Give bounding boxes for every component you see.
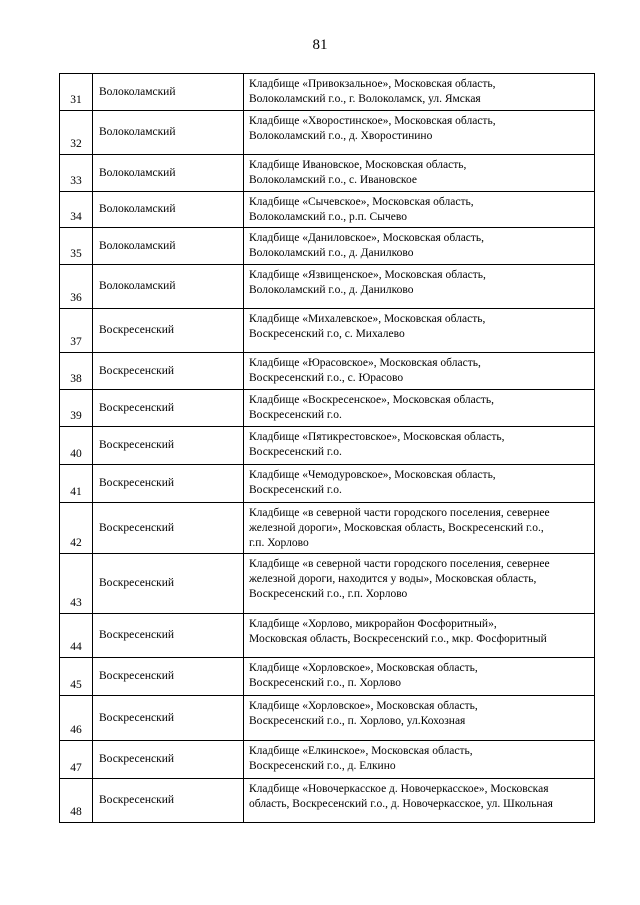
table-row (60, 228, 595, 265)
table-row (60, 155, 595, 192)
address-line: Кладбище «Воскресенское», Московская область, (249, 394, 494, 406)
district-cell: Волоколамский (93, 111, 244, 155)
address-line: Кладбище «Михалевское», Московская область, (249, 313, 486, 325)
address-line: Волоколамский г.о., д. Данилково (249, 284, 414, 296)
district-cell: Воскресенский (93, 658, 244, 696)
row-number: 40 (60, 427, 93, 465)
table-row (60, 265, 595, 309)
address-line: Воскресенский г.о. (249, 484, 342, 496)
address-line: Волоколамский г.о., с. Ивановское (249, 174, 417, 186)
address-line: область, Воскресенский г.о., д. Новочеркасское, ул. Школьная (249, 798, 553, 810)
page-number: 81 (312, 37, 328, 53)
address-cell (244, 228, 595, 265)
district-cell: Волоколамский (93, 74, 244, 111)
row-number: 32 (60, 111, 93, 155)
table-row (60, 353, 595, 390)
address-line: Кладбище «Даниловское», Московская область, (249, 232, 485, 244)
address-line: Кладбище «Чемодуровское», Московская область, (249, 469, 496, 481)
district-cell: Воскресенский (93, 614, 244, 658)
address-cell (244, 465, 595, 503)
row-number: 44 (60, 614, 93, 658)
address-line: г.п. Хорлово (249, 537, 309, 549)
address-line: Воскресенский г.о., г.п. Хорлово (249, 588, 408, 600)
row-number: 37 (60, 309, 93, 353)
address-line: Кладбище «Хорловское», Московская область, (249, 700, 478, 712)
address-cell (244, 741, 595, 779)
address-cell (244, 696, 595, 741)
address-line: Воскресенский г.о. (249, 409, 342, 421)
district-cell: Воскресенский (93, 353, 244, 390)
district-cell: Волоколамский (93, 265, 244, 309)
table-row (60, 74, 595, 111)
table-row (60, 309, 595, 353)
row-number: 39 (60, 390, 93, 427)
row-number: 41 (60, 465, 93, 503)
address-cell (244, 74, 595, 111)
district-cell: Волоколамский (93, 155, 244, 192)
row-number: 48 (60, 779, 93, 823)
district-cell: Волоколамский (93, 228, 244, 265)
table-row (60, 427, 595, 465)
table-row (60, 465, 595, 503)
district-cell: Воскресенский (93, 554, 244, 614)
address-line: Кладбище «Пятикрестовское», Московская область, (249, 431, 505, 443)
address-cell (244, 554, 595, 614)
address-line: железной дороги, находится у воды», Московская область, (249, 573, 537, 585)
district-cell: Воскресенский (93, 465, 244, 503)
address-line: Воскресенский г.о., п. Хорлово, ул.Кохозная (249, 715, 466, 727)
row-number: 43 (60, 554, 93, 614)
row-number: 46 (60, 696, 93, 741)
row-number: 31 (60, 74, 93, 111)
address-cell (244, 503, 595, 554)
address-line: Воскресенский г.о., д. Елкино (249, 760, 396, 772)
address-line: Кладбище «Язвищенское», Московская область, (249, 269, 486, 281)
table-body (60, 74, 595, 823)
table-row (60, 390, 595, 427)
address-line: Кладбище «Юрасовское», Московская область, (249, 357, 481, 369)
address-line: Кладбище Ивановское, Московская область, (249, 159, 467, 171)
address-line: Воскресенский г.о., с. Юрасово (249, 372, 404, 384)
address-line: Волоколамский г.о., г. Волоколамск, ул. Ямская (249, 93, 481, 105)
address-line: Кладбище «Сычевское», Московская область, (249, 196, 474, 208)
table-row (60, 503, 595, 554)
address-line: Московская область, Воскресенский г.о., мкр. Фосфоритный (249, 633, 547, 645)
address-line: Кладбище «Елкинское», Московская область, (249, 745, 473, 757)
district-cell: Воскресенский (93, 779, 244, 823)
table-row (60, 111, 595, 155)
district-cell: Воскресенский (93, 309, 244, 353)
address-line: Волоколамский г.о., р.п. Сычево (249, 211, 407, 223)
row-number: 42 (60, 503, 93, 554)
table-row (60, 741, 595, 779)
row-number: 33 (60, 155, 93, 192)
address-cell (244, 779, 595, 823)
address-line: Кладбище «в северной части городского поселения, севернее (249, 558, 550, 570)
district-cell: Волоколамский (93, 192, 244, 228)
row-number: 36 (60, 265, 93, 309)
address-line: Воскресенский г.о. (249, 446, 342, 458)
address-line: Волоколамский г.о., д. Хворостинино (249, 130, 433, 142)
district-cell: Воскресенский (93, 427, 244, 465)
address-line: Кладбище «в северной части городского поселения, севернее (249, 507, 550, 519)
row-number: 35 (60, 228, 93, 265)
address-cell (244, 265, 595, 309)
table-row (60, 192, 595, 228)
address-cell (244, 614, 595, 658)
cemetery-registry-table (59, 73, 595, 823)
table-row (60, 658, 595, 696)
address-cell (244, 658, 595, 696)
district-cell: Воскресенский (93, 503, 244, 554)
address-cell (244, 192, 595, 228)
address-line: Кладбище «Хорловское», Московская область, (249, 662, 478, 674)
address-line: Кладбище «Хворостинское», Московская область, (249, 115, 496, 127)
address-cell (244, 111, 595, 155)
row-number: 34 (60, 192, 93, 228)
table-row (60, 614, 595, 658)
address-line: Волоколамский г.о., д. Данилково (249, 247, 414, 259)
district-cell: Воскресенский (93, 696, 244, 741)
address-line: Кладбище «Хорлово, микрорайон Фосфоритный», (249, 618, 497, 630)
row-number: 38 (60, 353, 93, 390)
table-row (60, 554, 595, 614)
address-cell (244, 427, 595, 465)
address-cell (244, 390, 595, 427)
address-line: Воскресенский г.о., п. Хорлово (249, 677, 402, 689)
district-cell: Воскресенский (93, 390, 244, 427)
address-cell (244, 353, 595, 390)
row-number: 45 (60, 658, 93, 696)
address-cell (244, 155, 595, 192)
district-cell: Воскресенский (93, 741, 244, 779)
address-line: Воскресенский г.о, с. Михалево (249, 328, 405, 340)
table-row (60, 696, 595, 741)
address-cell (244, 309, 595, 353)
address-line: Кладбище «Новочеркасское д. Новочеркасское», Московская (249, 783, 549, 795)
address-line: Кладбище «Привокзальное», Московская область, (249, 78, 496, 90)
row-number: 47 (60, 741, 93, 779)
table-row (60, 779, 595, 823)
address-line: железной дороги», Московская область, Воскресенский г.о., (249, 522, 544, 534)
